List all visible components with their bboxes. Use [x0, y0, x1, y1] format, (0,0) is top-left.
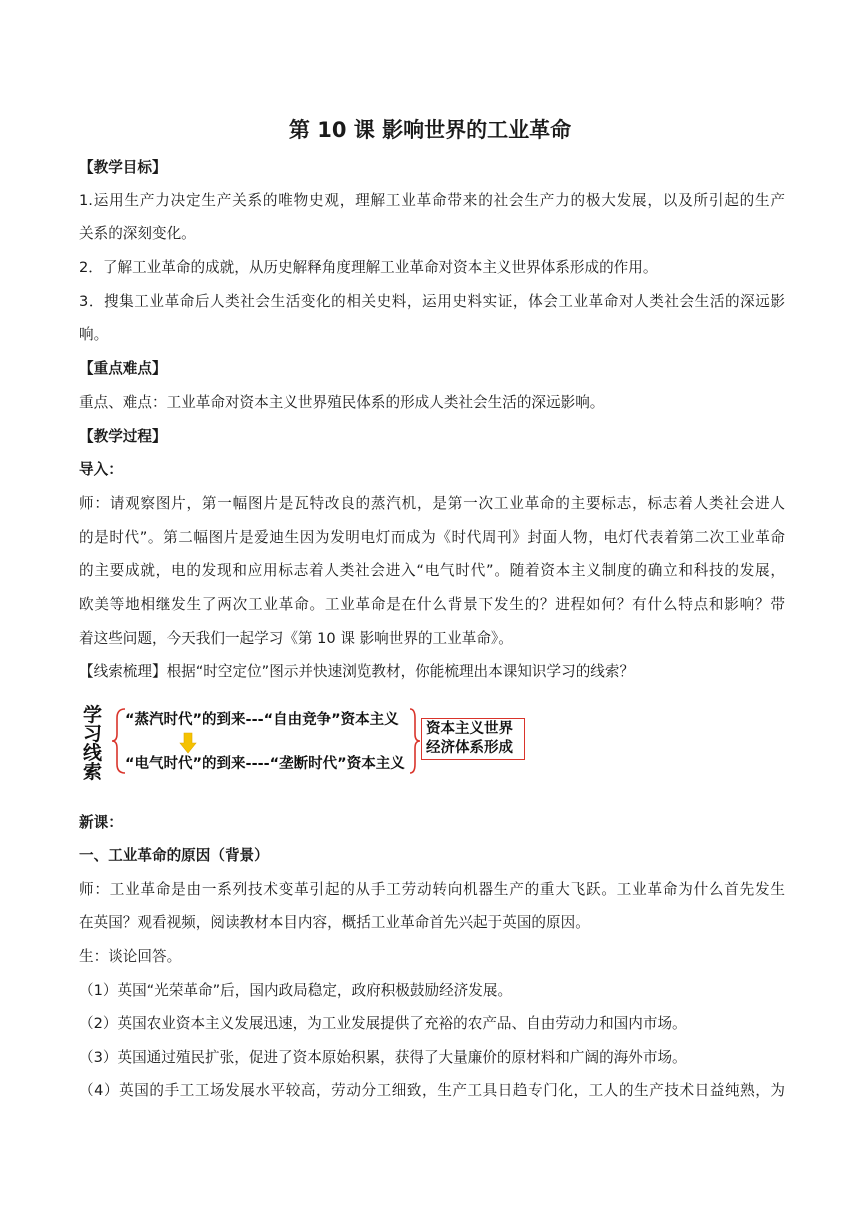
intro-line-5: 着这些问题，今天我们一起学习《第 10 课 影响世界的工业革命》。: [79, 630, 513, 647]
part-1-line-2: 在英国？观看视频，阅读教材本目内容，概括工业革命首先兴起于英国的原因。: [79, 914, 590, 931]
part-1-heading: 一、工业革命的原因（背景）: [79, 847, 269, 864]
intro-line-3: 的主要成就，电的发现和应用标志着人类社会进入“电气时代”。随着资本主义制度的确立和科技的发展，: [79, 562, 785, 579]
intro-line-2: 的是时代”。第二幅图片是爱迪生因为发明电灯而成为《时代周刊》封面人物，电灯代表着第二次工业革命: [79, 529, 785, 546]
part-1-line-1: 师：工业革命是由一系列技术变革引起的从手工劳动转向机器生产的重大飞跃。工业革命为什么首先发生: [79, 881, 785, 898]
reason-2: （2）英国农业资本主义发展迅速，为工业发展提供了充裕的农产品、自由劳动力和国内市场。: [79, 1015, 687, 1032]
goal-2: 2．了解工业革命的成就，从历史解释角度理解工业革命对资本主义世界体系形成的作用。: [79, 259, 658, 276]
result-box-line-2: 经济体系形成: [426, 740, 513, 756]
diagram-label: 学习线索: [83, 704, 103, 783]
intro-line-4: 欧美等地相继发生了两次工业革命。工业革命是在什么背景下发生的？进程如何？有什么特点和影响？带: [79, 596, 785, 613]
process-heading: 【教学过程】: [79, 428, 167, 445]
goal-3-line-1: 3．搜集工业革命后人类社会生活变化的相关史料，运用史料实证，体会工业革命对人类社会生活的深远影: [79, 293, 785, 310]
result-box-line-1: 资本主义世界: [426, 721, 513, 737]
key-heading: 【重点难点】: [79, 360, 167, 377]
goal-1-line-2: 关系的深刻变化。: [79, 225, 196, 242]
down-arrow-icon: [179, 732, 197, 754]
goal-1-line-1: 1.运用生产力决定生产关系的唯物史观，理解工业革命带来的社会生产力的极大发展，以及所引起的生产: [79, 192, 785, 209]
reason-1: （1）英国“光荣革命”后，国内政局稳定，政府积极鼓励经济发展。: [79, 982, 513, 999]
goal-3-line-2: 响。: [79, 326, 109, 343]
key-text: 重点、难点：工业革命对资本主义世界殖民体系的形成人类社会生活的深远影响。: [79, 394, 605, 411]
student-answer: 生：谈论回答。: [79, 948, 182, 965]
reason-4: （4）英国的手工工场发展水平较高，劳动分工细致，生产工具日趋专门化，工人的生产技术日益纯熟，为: [79, 1082, 785, 1099]
clue-line: 【线索梳理】根据“时空定位”图示并快速浏览教材，你能梳理出本课知识学习的线索？: [79, 663, 635, 680]
new-lesson-heading: 新课：: [79, 814, 123, 831]
intro-heading: 导入：: [79, 461, 123, 478]
diagram-line-2: “电气时代”的到来----“垄断时代”资本主义: [125, 756, 405, 772]
goals-heading: 【教学目标】: [79, 159, 167, 176]
result-box: [421, 718, 525, 760]
learning-clue-diagram: [79, 700, 539, 782]
diagram-line-1: “蒸汽时代”的到来---“自由竞争”资本主义: [125, 712, 399, 728]
intro-line-1: 师：请观察图片，第一幅图片是瓦特改良的蒸汽机，是第一次工业革命的主要标志，标志着人类社会进人: [79, 495, 785, 512]
right-brace-icon: [409, 706, 421, 776]
reason-3: （3）英国通过殖民扩张，促进了资本原始积累，获得了大量廉价的原材料和广阔的海外市场。: [79, 1049, 687, 1066]
page-title: 第 10 课 影响世界的工业革命: [288, 118, 572, 142]
